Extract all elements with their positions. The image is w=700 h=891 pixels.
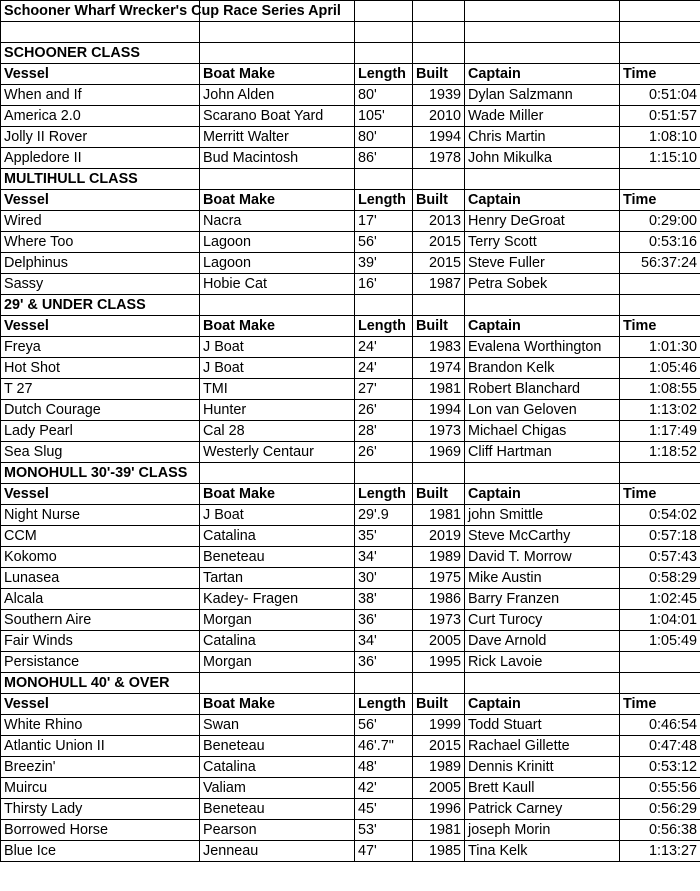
time-cell[interactable]: 0:46:54 — [620, 714, 700, 735]
vessel-cell[interactable]: Lady Pearl — [1, 420, 200, 441]
header-length[interactable]: Length — [355, 189, 413, 210]
header-time[interactable]: Time — [620, 483, 700, 504]
vessel-cell[interactable]: Delphinus — [1, 252, 200, 273]
time-cell[interactable]: 0:47:48 — [620, 735, 700, 756]
header-built[interactable]: Built — [413, 189, 465, 210]
header-captain[interactable]: Captain — [465, 63, 620, 84]
length-cell[interactable]: 38' — [355, 588, 413, 609]
boat-make-cell[interactable]: Morgan — [200, 609, 355, 630]
class-title-row — [1, 672, 700, 693]
header-built[interactable]: Built — [413, 63, 465, 84]
built-cell[interactable]: 2015 — [413, 231, 465, 252]
length-cell[interactable]: 26' — [355, 441, 413, 462]
header-captain[interactable]: Captain — [465, 315, 620, 336]
length-cell[interactable]: 46'.7" — [355, 735, 413, 756]
cell[interactable] — [620, 1, 700, 22]
table-row — [1, 273, 700, 294]
length-cell[interactable]: 45' — [355, 798, 413, 819]
boat-make-cell[interactable]: Swan — [200, 714, 355, 735]
class-title[interactable]: MONOHULL 30'-39' CLASS — [1, 462, 200, 483]
length-cell[interactable]: 47' — [355, 840, 413, 861]
vessel-cell[interactable]: Persistance — [1, 651, 200, 672]
header-time[interactable]: Time — [620, 189, 700, 210]
vessel-cell[interactable]: Atlantic Union II — [1, 735, 200, 756]
vessel-cell[interactable]: Kokomo — [1, 546, 200, 567]
captain-cell[interactable]: john Smittle — [465, 504, 620, 525]
captain-cell[interactable]: Terry Scott — [465, 231, 620, 252]
class-title-row — [1, 462, 700, 483]
built-cell[interactable]: 2019 — [413, 525, 465, 546]
vessel-cell[interactable]: T 27 — [1, 378, 200, 399]
cell[interactable] — [413, 22, 465, 43]
captain-cell[interactable]: Henry DeGroat — [465, 210, 620, 231]
length-cell[interactable]: 80' — [355, 84, 413, 105]
boat-make-cell[interactable]: J Boat — [200, 357, 355, 378]
vessel-cell[interactable]: Freya — [1, 336, 200, 357]
table-row — [1, 378, 700, 399]
vessel-cell[interactable]: Night Nurse — [1, 504, 200, 525]
column-header-row — [1, 693, 700, 714]
class-title[interactable]: 29' & UNDER CLASS — [1, 294, 200, 315]
length-cell[interactable]: 29'.9 — [355, 504, 413, 525]
time-cell[interactable]: 1:05:46 — [620, 357, 700, 378]
boat-make-cell[interactable]: Valiam — [200, 777, 355, 798]
length-cell[interactable]: 36' — [355, 651, 413, 672]
cell[interactable] — [620, 462, 700, 483]
table-row — [1, 840, 700, 861]
length-cell[interactable]: 24' — [355, 357, 413, 378]
cell[interactable] — [200, 168, 355, 189]
cell[interactable] — [620, 672, 700, 693]
time-cell[interactable]: 1:08:10 — [620, 126, 700, 147]
built-cell[interactable]: 1999 — [413, 714, 465, 735]
table-row — [1, 357, 700, 378]
table-row — [1, 231, 700, 252]
cell[interactable] — [465, 42, 620, 63]
cell[interactable] — [355, 42, 413, 63]
header-captain[interactable]: Captain — [465, 483, 620, 504]
header-vessel[interactable]: Vessel — [1, 63, 200, 84]
cell[interactable] — [465, 294, 620, 315]
class-title-row — [1, 42, 700, 63]
time-cell[interactable]: 1:18:52 — [620, 441, 700, 462]
boat-make-cell[interactable]: Jenneau — [200, 840, 355, 861]
length-cell[interactable]: 35' — [355, 525, 413, 546]
built-cell[interactable]: 1939 — [413, 84, 465, 105]
built-cell[interactable]: 2015 — [413, 735, 465, 756]
boat-make-cell[interactable]: Nacra — [200, 210, 355, 231]
header-captain[interactable]: Captain — [465, 189, 620, 210]
cell[interactable] — [200, 462, 355, 483]
vessel-cell[interactable]: CCM — [1, 525, 200, 546]
boat-make-cell[interactable]: Morgan — [200, 651, 355, 672]
captain-cell[interactable]: Rachael Gillette — [465, 735, 620, 756]
captain-cell[interactable]: Lon van Geloven — [465, 399, 620, 420]
time-cell[interactable]: 0:29:00 — [620, 210, 700, 231]
captain-cell[interactable]: Dylan Salzmann — [465, 84, 620, 105]
table-row — [1, 630, 700, 651]
header-built[interactable]: Built — [413, 693, 465, 714]
time-cell[interactable]: 0:51:57 — [620, 105, 700, 126]
captain-cell[interactable]: Dave Arnold — [465, 630, 620, 651]
length-cell[interactable]: 80' — [355, 126, 413, 147]
length-cell[interactable]: 26' — [355, 399, 413, 420]
table-row — [1, 420, 700, 441]
header-time[interactable]: Time — [620, 315, 700, 336]
header-vessel[interactable]: Vessel — [1, 189, 200, 210]
time-cell[interactable]: 0:53:16 — [620, 231, 700, 252]
cell[interactable] — [355, 168, 413, 189]
table-row — [1, 609, 700, 630]
boat-make-cell[interactable]: Hunter — [200, 399, 355, 420]
length-cell[interactable]: 48' — [355, 756, 413, 777]
boat-make-cell[interactable]: Beneteau — [200, 735, 355, 756]
cell[interactable] — [355, 462, 413, 483]
time-cell[interactable]: 1:01:30 — [620, 336, 700, 357]
built-cell[interactable]: 1978 — [413, 147, 465, 168]
length-cell[interactable]: 56' — [355, 714, 413, 735]
table-row — [1, 819, 700, 840]
cell[interactable] — [355, 22, 413, 43]
table-row — [1, 777, 700, 798]
table-row — [1, 798, 700, 819]
boat-make-cell[interactable]: Beneteau — [200, 798, 355, 819]
cell[interactable] — [200, 42, 355, 63]
time-cell[interactable]: 0:53:12 — [620, 756, 700, 777]
table-row — [1, 588, 700, 609]
cell[interactable] — [200, 294, 355, 315]
time-cell[interactable]: 1:04:01 — [620, 609, 700, 630]
built-cell[interactable]: 1996 — [413, 798, 465, 819]
length-cell[interactable]: 28' — [355, 420, 413, 441]
header-length[interactable]: Length — [355, 315, 413, 336]
header-boat-make[interactable]: Boat Make — [200, 315, 355, 336]
time-cell[interactable]: 0:51:04 — [620, 84, 700, 105]
cell[interactable] — [465, 168, 620, 189]
vessel-cell[interactable]: Hot Shot — [1, 357, 200, 378]
captain-cell[interactable]: Steve McCarthy — [465, 525, 620, 546]
vessel-cell[interactable]: Blue Ice — [1, 840, 200, 861]
table-row — [1, 504, 700, 525]
built-cell[interactable]: 1983 — [413, 336, 465, 357]
captain-cell[interactable]: Brett Kaull — [465, 777, 620, 798]
captain-cell[interactable]: joseph Morin — [465, 819, 620, 840]
length-cell[interactable]: 53' — [355, 819, 413, 840]
boat-make-cell[interactable]: Bud Macintosh — [200, 147, 355, 168]
class-title-row — [1, 294, 700, 315]
vessel-cell[interactable]: Borrowed Horse — [1, 819, 200, 840]
column-header-row — [1, 315, 700, 336]
cell[interactable] — [620, 22, 700, 43]
vessel-cell[interactable]: Sassy — [1, 273, 200, 294]
table-row — [1, 147, 700, 168]
vessel-cell[interactable]: Wired — [1, 210, 200, 231]
header-vessel[interactable]: Vessel — [1, 483, 200, 504]
boat-make-cell[interactable]: TMI — [200, 378, 355, 399]
time-cell[interactable] — [620, 651, 700, 672]
class-title-row — [1, 168, 700, 189]
time-cell[interactable]: 1:13:02 — [620, 399, 700, 420]
captain-cell[interactable]: Evalena Worthington — [465, 336, 620, 357]
length-cell[interactable]: 56' — [355, 231, 413, 252]
vessel-cell[interactable]: Alcala — [1, 588, 200, 609]
header-boat-make[interactable]: Boat Make — [200, 189, 355, 210]
boat-make-cell[interactable]: Merritt Walter — [200, 126, 355, 147]
cell[interactable] — [413, 42, 465, 63]
table-row — [1, 546, 700, 567]
cell[interactable] — [413, 462, 465, 483]
time-cell[interactable]: 1:15:10 — [620, 147, 700, 168]
table-row — [1, 651, 700, 672]
table-row — [1, 567, 700, 588]
captain-cell[interactable]: Barry Franzen — [465, 588, 620, 609]
built-cell[interactable]: 2015 — [413, 252, 465, 273]
captain-cell[interactable]: Brandon Kelk — [465, 357, 620, 378]
built-cell[interactable]: 1975 — [413, 567, 465, 588]
table-row — [1, 105, 700, 126]
time-cell[interactable]: 56:37:24 — [620, 252, 700, 273]
header-captain[interactable]: Captain — [465, 693, 620, 714]
captain-cell[interactable]: Tina Kelk — [465, 840, 620, 861]
captain-cell[interactable]: Todd Stuart — [465, 714, 620, 735]
vessel-cell[interactable]: Muircu — [1, 777, 200, 798]
captain-cell[interactable]: David T. Morrow — [465, 546, 620, 567]
cell[interactable] — [413, 672, 465, 693]
cell[interactable] — [620, 42, 700, 63]
header-built[interactable]: Built — [413, 315, 465, 336]
table-row — [1, 336, 700, 357]
length-cell[interactable]: 27' — [355, 378, 413, 399]
boat-make-cell[interactable]: Catalina — [200, 756, 355, 777]
length-cell[interactable]: 39' — [355, 252, 413, 273]
header-boat-make[interactable]: Boat Make — [200, 63, 355, 84]
length-cell[interactable]: 16' — [355, 273, 413, 294]
table-row — [1, 84, 700, 105]
cell[interactable] — [465, 462, 620, 483]
built-cell[interactable]: 1974 — [413, 357, 465, 378]
built-cell[interactable]: 1985 — [413, 840, 465, 861]
table-row — [1, 441, 700, 462]
built-cell[interactable]: 1981 — [413, 819, 465, 840]
captain-cell[interactable]: Curt Turocy — [465, 609, 620, 630]
length-cell[interactable]: 30' — [355, 567, 413, 588]
time-cell[interactable]: 0:56:29 — [620, 798, 700, 819]
header-vessel[interactable]: Vessel — [1, 693, 200, 714]
vessel-cell[interactable]: Sea Slug — [1, 441, 200, 462]
boat-make-cell[interactable]: Westerly Centaur — [200, 441, 355, 462]
table-row — [1, 525, 700, 546]
boat-make-cell[interactable]: Pearson — [200, 819, 355, 840]
cell[interactable] — [465, 672, 620, 693]
built-cell[interactable]: 1987 — [413, 273, 465, 294]
table-row — [1, 735, 700, 756]
header-boat-make[interactable]: Boat Make — [200, 693, 355, 714]
boat-make-cell[interactable]: Catalina — [200, 630, 355, 651]
vessel-cell[interactable]: Southern Aire — [1, 609, 200, 630]
class-title[interactable]: MULTIHULL CLASS — [1, 168, 200, 189]
boat-make-cell[interactable]: J Boat — [200, 336, 355, 357]
vessel-cell[interactable]: Breezin' — [1, 756, 200, 777]
header-length[interactable]: Length — [355, 63, 413, 84]
built-cell[interactable]: 2005 — [413, 630, 465, 651]
built-cell[interactable]: 2013 — [413, 210, 465, 231]
built-cell[interactable]: 1989 — [413, 546, 465, 567]
column-header-row — [1, 483, 700, 504]
vessel-cell[interactable]: When and If — [1, 84, 200, 105]
blank-row — [1, 22, 700, 43]
vessel-cell[interactable]: White Rhino — [1, 714, 200, 735]
length-cell[interactable]: 86' — [355, 147, 413, 168]
built-cell[interactable]: 2005 — [413, 777, 465, 798]
time-cell[interactable]: 0:55:56 — [620, 777, 700, 798]
header-vessel[interactable]: Vessel — [1, 315, 200, 336]
captain-cell[interactable]: Chris Martin — [465, 126, 620, 147]
built-cell[interactable]: 1994 — [413, 399, 465, 420]
vessel-cell[interactable]: Where Too — [1, 231, 200, 252]
boat-make-cell[interactable]: Lagoon — [200, 252, 355, 273]
header-time[interactable]: Time — [620, 693, 700, 714]
table-row — [1, 252, 700, 273]
column-header-row — [1, 189, 700, 210]
built-cell[interactable]: 1969 — [413, 441, 465, 462]
built-cell[interactable]: 1994 — [413, 126, 465, 147]
captain-cell[interactable]: Patrick Carney — [465, 798, 620, 819]
table-row — [1, 756, 700, 777]
header-built[interactable]: Built — [413, 483, 465, 504]
built-cell[interactable]: 1973 — [413, 609, 465, 630]
captain-cell[interactable]: Robert Blanchard — [465, 378, 620, 399]
length-cell[interactable]: 36' — [355, 609, 413, 630]
boat-make-cell[interactable]: Beneteau — [200, 546, 355, 567]
captain-cell[interactable]: Steve Fuller — [465, 252, 620, 273]
cell[interactable] — [620, 168, 700, 189]
vessel-cell[interactable]: Thirsty Lady — [1, 798, 200, 819]
class-title[interactable]: MONOHULL 40' & OVER — [1, 672, 200, 693]
time-cell[interactable]: 0:57:43 — [620, 546, 700, 567]
sheet-title[interactable]: Schooner Wharf Wrecker's Cup Race Series April — [1, 1, 200, 22]
boat-make-cell[interactable]: J Boat — [200, 504, 355, 525]
cell[interactable] — [465, 1, 620, 22]
vessel-cell[interactable]: Appledore II — [1, 147, 200, 168]
boat-make-cell[interactable]: Catalina — [200, 525, 355, 546]
captain-cell[interactable]: Mike Austin — [465, 567, 620, 588]
captain-cell[interactable]: Rick Lavoie — [465, 651, 620, 672]
table-row — [1, 399, 700, 420]
captain-cell[interactable]: Michael Chigas — [465, 420, 620, 441]
built-cell[interactable]: 1986 — [413, 588, 465, 609]
boat-make-cell[interactable]: Kadey- Fragen — [200, 588, 355, 609]
time-cell[interactable]: 1:13:27 — [620, 840, 700, 861]
vessel-cell[interactable]: America 2.0 — [1, 105, 200, 126]
captain-cell[interactable]: Wade Miller — [465, 105, 620, 126]
cell[interactable] — [413, 168, 465, 189]
time-cell[interactable]: 0:56:38 — [620, 819, 700, 840]
cell[interactable] — [620, 294, 700, 315]
time-cell[interactable]: 0:54:02 — [620, 504, 700, 525]
table-row — [1, 126, 700, 147]
column-header-row — [1, 63, 700, 84]
captain-cell[interactable]: John Mikulka — [465, 147, 620, 168]
length-cell[interactable]: 105' — [355, 105, 413, 126]
length-cell[interactable]: 34' — [355, 630, 413, 651]
captain-cell[interactable]: Petra Sobek — [465, 273, 620, 294]
boat-make-cell[interactable]: Tartan — [200, 567, 355, 588]
built-cell[interactable]: 1995 — [413, 651, 465, 672]
length-cell[interactable]: 17' — [355, 210, 413, 231]
boat-make-cell[interactable]: Hobie Cat — [200, 273, 355, 294]
time-cell[interactable]: 1:08:55 — [620, 378, 700, 399]
sheet-body — [1, 1, 700, 862]
table-row — [1, 714, 700, 735]
cell[interactable] — [413, 294, 465, 315]
vessel-cell[interactable]: Jolly II Rover — [1, 126, 200, 147]
header-length[interactable]: Length — [355, 483, 413, 504]
time-cell[interactable]: 1:05:49 — [620, 630, 700, 651]
cell[interactable] — [413, 1, 465, 22]
length-cell[interactable]: 24' — [355, 336, 413, 357]
built-cell[interactable]: 1989 — [413, 756, 465, 777]
boat-make-cell[interactable]: Cal 28 — [200, 420, 355, 441]
boat-make-cell[interactable]: Lagoon — [200, 231, 355, 252]
built-cell[interactable]: 1973 — [413, 420, 465, 441]
header-boat-make[interactable]: Boat Make — [200, 483, 355, 504]
built-cell[interactable]: 1981 — [413, 378, 465, 399]
length-cell[interactable]: 42' — [355, 777, 413, 798]
time-cell[interactable] — [620, 273, 700, 294]
time-cell[interactable]: 0:58:29 — [620, 567, 700, 588]
vessel-cell[interactable]: Dutch Courage — [1, 399, 200, 420]
header-time[interactable]: Time — [620, 63, 700, 84]
built-cell[interactable]: 2010 — [413, 105, 465, 126]
vessel-cell[interactable]: Lunasea — [1, 567, 200, 588]
time-cell[interactable]: 1:17:49 — [620, 420, 700, 441]
time-cell[interactable]: 0:57:18 — [620, 525, 700, 546]
cell[interactable] — [200, 22, 355, 43]
cell[interactable] — [355, 294, 413, 315]
vessel-cell[interactable]: Fair Winds — [1, 630, 200, 651]
captain-cell[interactable]: Dennis Krinitt — [465, 756, 620, 777]
boat-make-cell[interactable]: John Alden — [200, 84, 355, 105]
time-cell[interactable]: 1:02:45 — [620, 588, 700, 609]
captain-cell[interactable]: Cliff Hartman — [465, 441, 620, 462]
boat-make-cell[interactable]: Scarano Boat Yard — [200, 105, 355, 126]
table-row — [1, 210, 700, 231]
cell[interactable] — [1, 22, 200, 43]
title-row — [1, 1, 700, 22]
built-cell[interactable]: 1981 — [413, 504, 465, 525]
header-length[interactable]: Length — [355, 693, 413, 714]
cell[interactable] — [465, 22, 620, 43]
class-title[interactable]: SCHOONER CLASS — [1, 42, 200, 63]
length-cell[interactable]: 34' — [355, 546, 413, 567]
cell[interactable] — [355, 672, 413, 693]
cell[interactable] — [200, 672, 355, 693]
cell[interactable] — [355, 1, 413, 22]
